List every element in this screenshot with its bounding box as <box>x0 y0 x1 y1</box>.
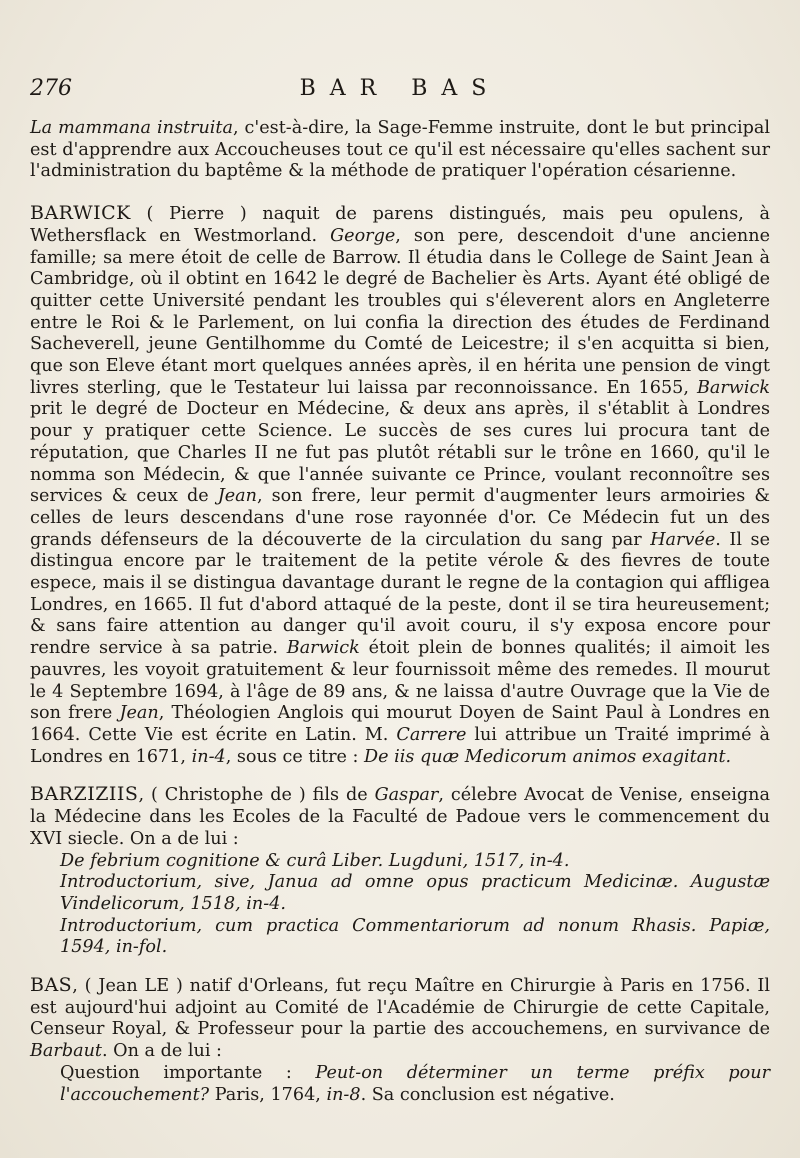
entry-text: . Il se distingua encore par le traitement de la petite vérole & des fievres de toute espece, mais il se distingua davantage durant le regne de la contagion qui affligea Londres, en 1665. Il fut d'abord attaqué de la peste, dont il se tira heureusement; & sans faire attention au danger qu'il avoit couru, il s'y exposa encore pour rendre service à sa patrie. <box>30 529 770 659</box>
intro-title: La mammana instruita <box>30 118 233 138</box>
entry-text: , son frere, leur permit d'augmenter leurs armoiries & celles de leurs descendans d'une rose rayonnée d'or. Ce Médecin fut un des grands défenseurs de la découverte de la circulation du sang par <box>30 486 771 550</box>
bibliography-item: Introductorium, cum practica Commentariorum ad nonum Rhasis. Papiæ, 1594, in-fol. <box>60 915 770 958</box>
italic-name: Carrere <box>396 724 467 745</box>
bibliography-item: De febrium cognitione & curâ Liber. Lugduni, 1517, in-4. <box>60 850 570 871</box>
entry-text: prit le degré de Docteur en Médecine, & deux ans après, il s'établit à Londres pour y pratiquer cette Science. Le succès de ses cures lui procura tant de réputation, que Charles II ne fut pas plutôt rétabli sur le trône en 1660, qu'il le nomma son Médecin, & que l'année suivante ce Prince, voulant reconnoître ses services & ceux de <box>30 399 770 507</box>
entry-barziziis <box>30 784 770 850</box>
italic-format: in-8 <box>326 1084 361 1105</box>
intro-paragraph <box>30 118 770 183</box>
italic-name: in-4 <box>191 746 226 767</box>
entry-text: lui attribue un Traité imprimé à Londres en 1671, <box>30 724 770 767</box>
entry-text: ( Pierre ) naquit de parens distingués, mais peu opulens, à Wethersflack en Westmorland. <box>30 204 770 246</box>
italic-name: Barbaut <box>30 1041 102 1062</box>
bibliography-item <box>30 1063 770 1106</box>
page-body <box>30 118 770 1106</box>
entry-text: , célebre Avocat de Venise, enseigna la Médecine dans les Ecoles de la Faculté de Padoue vers le commencement du XVI siecle. On a de lui : <box>30 785 770 849</box>
italic-name: Gaspar <box>374 785 439 806</box>
page-header <box>30 76 770 108</box>
entry-text: étoit plein de bonnes qualités; il aimoit les pauvres, les voyoit gratuitement & leur fournissoit même des remedes. Il mourut le 4 Septembre 1694, à l'âge de 89 ans, & ne laissa d'autre Ouvrage que la Vie de son frere <box>30 638 770 724</box>
intro-text: , c'est-à-dire, la Sage-Femme instruite, dont le but principal est d'apprendre aux Accoucheuses tout ce qu'il est nécessaire qu'elles sachent sur l'administration du baptême & la méthode de pratiquer l'opération césarienne. <box>30 118 770 182</box>
entry-text: , ( Jean LE ) natif d'Orleans, fut reçu Maître en Chirurgie à Paris en 1756. Il est aujourd'hui adjoint au Comité de l'Académie de Chirurgie de cette Capitale, Censeur Royal, & Professeur pour la partie des accouchemens, en survivance de <box>30 976 770 1040</box>
italic-name: George <box>330 225 396 246</box>
italic-name: Barwick <box>696 377 770 398</box>
entry-bas <box>30 975 770 1063</box>
entry-text: Paris, 1764, <box>209 1084 327 1105</box>
running-head: BAR BAS <box>299 76 501 101</box>
italic-title: Peut-on déterminer un terme préfix pour l'accouchement? <box>60 1062 770 1105</box>
entry-barwick <box>30 203 770 768</box>
italic-name: Jean <box>217 486 257 507</box>
bibliography-item: Introductorium, sive, Janua ad omne opus practicum Medicinæ. Augustæ Vindelicorum, 1518, in-4. <box>60 872 770 914</box>
entry-text: , Théologien Anglois qui mourut Doyen de Saint Paul à Londres en 1664. Cette Vie est écrite en Latin. M. <box>30 703 771 745</box>
italic-name: Harvée <box>650 529 716 550</box>
italic-title: De iis quæ Medicorum animos exagitant. <box>364 746 732 767</box>
entry-text: , ( Christophe de ) fils de <box>138 785 375 806</box>
entry-text: . On a de lui : <box>101 1041 222 1062</box>
italic-name: Jean <box>119 703 159 724</box>
entry-text: , son pere, descendoit d'une ancienne famille; sa mere étoit de celle de Barrow. Il étudia dans le College de Saint Jean à Cambridge, où il obtint en 1642 le degré de Bachelier ès Arts. Ayant été obligé de quitter cette Université pendant les troubles qui s'éleverent alors en Angleterre entre le Roi & le Parlement, on lui confia la direction des études de Ferdinand Sacheverell, jeune Gentilhomme du Comté de Leicestre; il s'en acquitta si bien, que son Eleve étant mort quelques années après, il en hérita une pension de vingt livres sterling, que le Testateur lui laissa par reconnoissance. En 1655, <box>30 225 770 398</box>
entry-text: , sous ce titre : <box>225 746 365 767</box>
page-number: 276 <box>30 76 72 101</box>
entry-heading: BARWICK <box>30 202 131 225</box>
italic-name: Barwick <box>286 638 360 659</box>
entry-heading: BARZIZIIS <box>30 783 139 806</box>
entry-text: Question importante : <box>60 1062 316 1083</box>
entry-heading: BAS <box>30 974 73 997</box>
entry-text: . Sa conclusion est négative. <box>360 1084 615 1105</box>
